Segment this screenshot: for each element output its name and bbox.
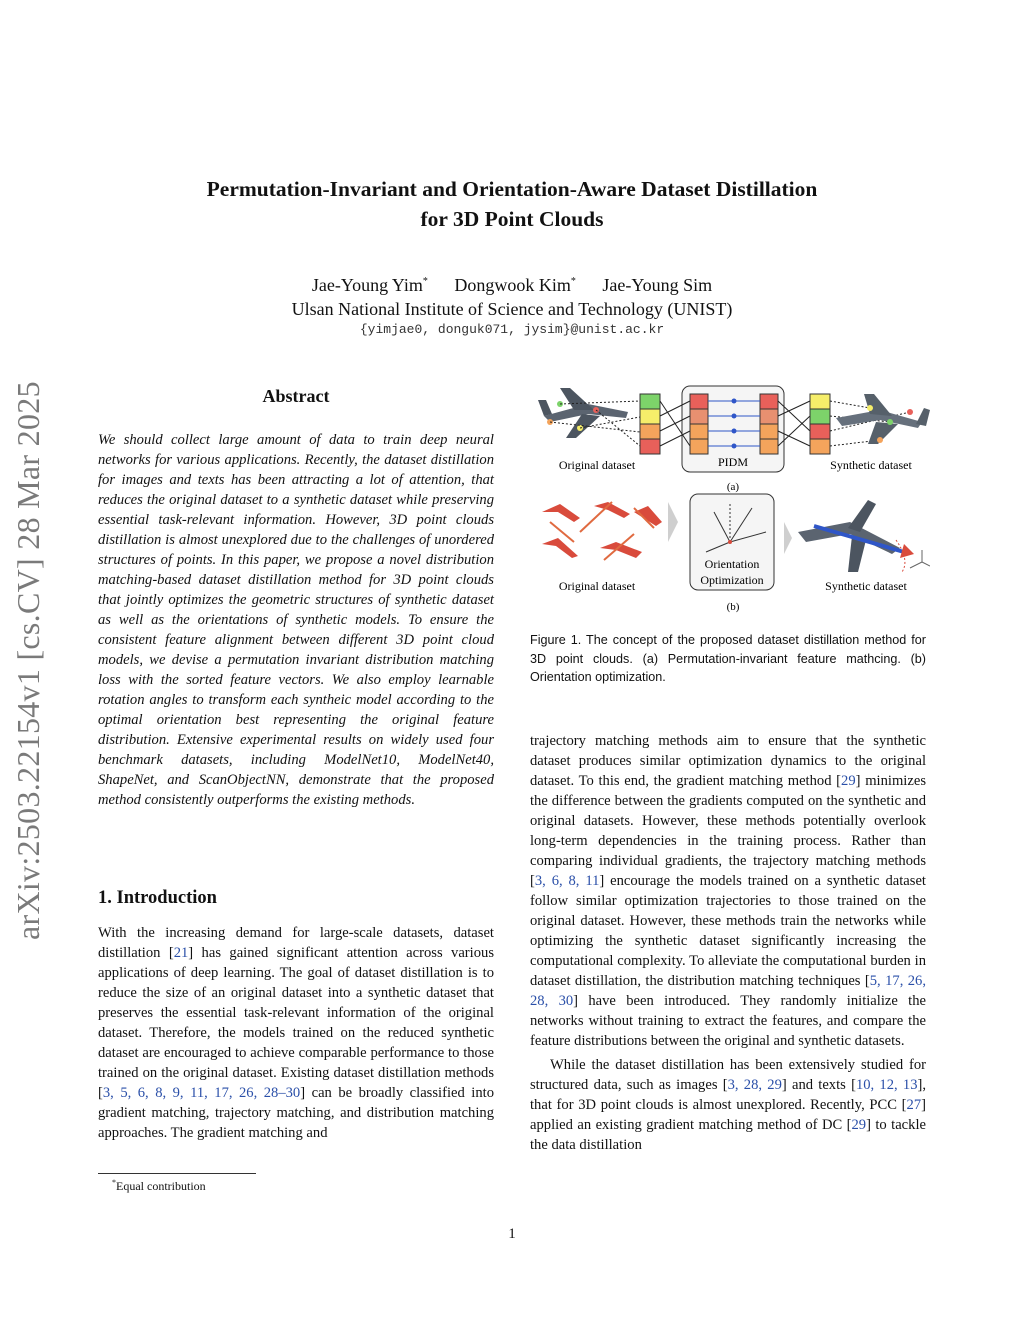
feature-column-right (810, 394, 830, 454)
feature-column-left (640, 394, 660, 454)
affiliation: Ulsan National Institute of Science and Technology (UNIST) (291, 299, 733, 319)
subfig-b-label: (b) (726, 601, 740, 613)
airplane-synthetic-b-icon (798, 500, 914, 572)
small-axes-icon (910, 550, 930, 568)
right-column-text (530, 731, 926, 1155)
author-name: Dongwook Kim (454, 275, 571, 295)
arrow-right-icon (668, 502, 678, 542)
citation-link[interactable]: 3, 28, 29 (727, 1077, 782, 1093)
label-original-b: Original dataset (558, 579, 636, 593)
citation-link[interactable]: 3, 6, 8, 11 (534, 873, 600, 889)
paper-title (100, 174, 924, 234)
body-paragraph: trajectory matching methods aim to ensure that the synthetic dataset produces similar optimization dynamics to the original dataset. To this end, the gradient matching method [29] minimizes the difference between the gradients computed on the synthetic and original datasets. However, these methods potentially overlook long-term dependencies in the training process. Rather than comparing individual gradients, the trajectory matching methods [3, 6, 8, 11] encourage the models trained on a synthetic dataset follow similar optimization trajectories to those trained on the original dataset. However, these methods train the networks while optimizing the synthetic dataset significantly increasing the computational complexity. To alleviate the computational burden in dataset distillation, the distribution matching techniques [5, 17, 26, 28, 30] have been introduced. They randomly initialize the networks without training to extract the features, and compare the feature distributions between the original and synthetic datasets. (530, 733, 927, 1049)
sorted-features-left (690, 394, 708, 454)
label-synthetic-b: Synthetic dataset (825, 579, 907, 593)
subfig-a-label: (a) (726, 481, 740, 493)
airplane-original-a-icon (538, 388, 628, 438)
figure-caption: Figure 1. The concept of the proposed dataset distillation method for 3D point clouds. (a) Permutation-invariant feature mathcing. (b) Orientation optimization. (530, 633, 926, 684)
title-line-2: for 3D Point Clouds (420, 207, 604, 231)
label-original-a: Original dataset (558, 458, 636, 472)
label-orientation-1: Orientation (704, 557, 760, 571)
intro-paragraph: With the increasing demand for large-scale datasets, dataset distillation [21] has gained significant attention across various applications of deep learning. The goal of dataset distillation is to reduce the size of an original dataset into a synthetic dataset that preserves the essential task-relevant information of the original dataset. Therefore, the models trained on the reduced synthetic dataset are encouraged to achieve comparable performance to those trained on the original dataset. Existing dataset distillation methods [3, 5, 6, 8, 9, 11, 17, 26, 28–30] can be broadly classified into gradient matching, trajectory matching, and distribution matching approaches. The gradient matching and (98, 925, 494, 1141)
label-synthetic-a: Synthetic dataset (830, 458, 912, 472)
citation-link[interactable]: 3, 5, 6, 8, 9, 11, 17, 26, 28–30 (102, 1085, 301, 1101)
figure-1 (530, 382, 930, 617)
author-block (100, 270, 924, 321)
arrow-right-icon (784, 522, 792, 554)
citation-link[interactable]: 21 (173, 945, 189, 961)
citation-link[interactable]: 27 (906, 1097, 922, 1113)
arxiv-stamp: arXiv:2503.22154v1 [cs.CV] 28 Mar 2025 (10, 381, 46, 940)
intro-text (98, 923, 494, 1143)
citation-link[interactable]: 10, 12, 13 (855, 1077, 918, 1093)
author-name: Jae-Young Sim (602, 275, 713, 295)
footnote: *Equal contribution (112, 1178, 206, 1193)
body-paragraph: While the dataset distillation has been extensively studied for structured data, such as images [3, 28, 29] and texts [10, 12, 13], that for 3D point clouds is almost unexplored. Recently, PCC [27] applied an existing gradient matching method of DC [29] to tackle the data distillation (530, 1057, 927, 1153)
author-name: Jae-Young Yim (311, 275, 423, 295)
pidm-label: PIDM (717, 455, 749, 469)
citation-link[interactable]: 5, 17, 26, 28, 30 (530, 973, 926, 1009)
footnote-rule (98, 1173, 256, 1174)
author-mark: * (422, 276, 428, 287)
abstract-text: We should collect large amount of data to train deep neural networks for various applications. Recently, the dataset distillation for images and texts has been attracting a lot of attention, that reduces the original dataset to a synthetic dataset while preserving essential task-relevant information. However, 3D point clouds distillation is almost unexplored due to the challenges of unordered structures of points. In this paper, we propose a novel distribution matching-based dataset distillation method for 3D point clouds that jointly optimizes the geometric structures of synthetic dataset as well as the orientations of synthetic models. To ensure the consistent feature alignment between different 3D point cloud models, we devise a permutation invariant distribution matching loss with the sorted feature vectors. We also employ learnable rotation angles to transform each syntheic model according to the optimal orientation best representing the original feature distribution. Extensive experimental results on widely used four benchmark datasets, including ModelNet10, ModelNet40, ShapeNet, and ScanObjectNN, demonstrate that the proposed method consistently outperforms the existing methods. (98, 432, 494, 808)
airplanes-original-b-icon (542, 502, 662, 560)
sorted-features-right (760, 394, 778, 454)
citation-link[interactable]: 29 (851, 1117, 867, 1133)
author-list (100, 270, 924, 297)
airplane-synthetic-a-icon (836, 394, 930, 444)
intro-heading: 1. Introduction (98, 888, 217, 908)
citation-link[interactable]: 29 (841, 773, 856, 789)
author-email: {yimjae0, donguk071, jysim}@unist.ac.kr (359, 322, 665, 337)
label-orientation-2: Optimization (700, 573, 764, 587)
abstract-heading: Abstract (262, 386, 330, 406)
page-number: 1 (508, 1226, 516, 1242)
title-line-1: Permutation-Invariant and Orientation-Aware Dataset Distillation (206, 177, 818, 201)
author-mark: * (570, 276, 576, 287)
